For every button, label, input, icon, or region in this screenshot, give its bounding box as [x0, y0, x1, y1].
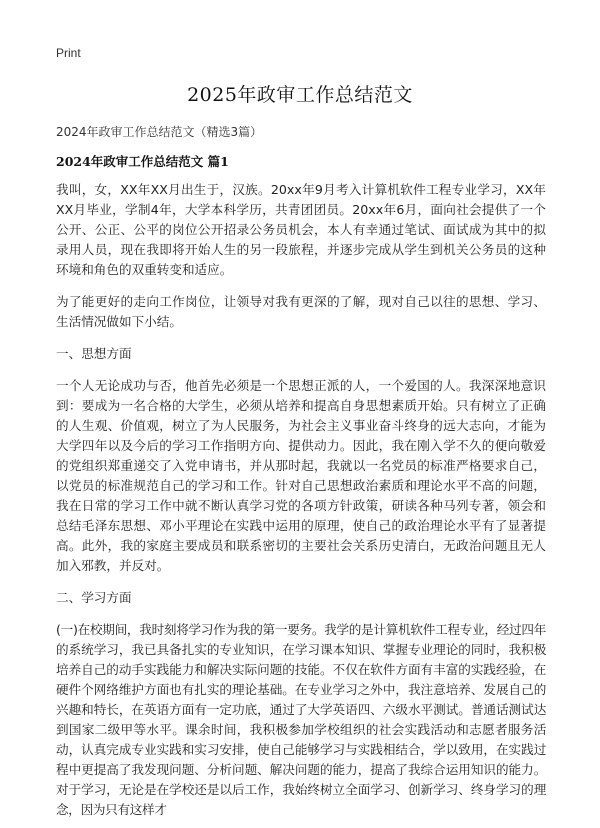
section-heading: 2024年政审工作总结范文 篇1 [56, 154, 229, 169]
paragraph-thought: 一个人无论成功与否，他首先必须是一个思想正派的人，一个爱国的人。我深深地意识到：要成为一名合格的大学生，必须从培养和提高自身思想素质开始。只有树立了正确的人生观、价值观，树立了为人民服务，为社会主义事业奋斗终身的远大志向，才能为大学四年以及今后的学习工作指明方向、提供动力。因此，我在刚入学不久的便向敬爱的党组织郑重递交了入党申请书，并从那时起，我就以一名党员的标准严格要求自己，以党员的标准规范自己的学习和工作。针对自己思想政治素质和理论水平不高的问题，我在日常的学习工作中就不断认真学习党的各项方针政策，研读各种马列专著，领会和总结毛泽东思想、邓小平理论在实践中运用的原理，使自己的政治理论水平有了显著提高。此外，我的家庭主要成员和联系密切的主要社会关系历史清白，无政治问题且无人加入邪教，并反对。 [56, 378, 546, 573]
print-link[interactable]: Print [56, 46, 81, 60]
document-title: 2025年政审工作总结范文 [187, 84, 413, 106]
document-body [56, 180, 546, 820]
heading-study: 二、学习方面 [56, 590, 132, 605]
paragraph-study: (一)在校期间，我时刻将学习作为我的第一要务。我学的是计算机软件工程专业，经过四年的系统学习，我已具备扎实的专业知识，在学习课本知识、掌握专业理论的同时，我积极培养自己的动手实践能力和解决实际问题的技能。不仅在软件方面有丰富的实践经验，在硬件个网络维护方面也有扎实的理论基础。在专业学习之外中，我注意培养、发展自己的兴趣和特长，在英语方面有一定功底，通过了大学英语四、六级水平测试。普通话测试达到国家二级甲等水平。课余时间，我积极参加学校组织的社会实践活动和志愿者服务活动，认真完成专业实践和实习安排，使自己能够学习与实践相结合，学以致用，在实践过程中更提高了我发现问题、分析问题、解决问题的能力，提高了我综合运用知识的能力。对于学习，无论是在学校还是以后工作，我始终树立全面学习、创新学习、终身学习的理念，因为只有这样才 [56, 622, 546, 817]
paragraph-summary-purpose: 为了能更好的走向工作岗位，让领导对我有更深的了解，现对自己以往的思想、学习、生活情况做如下小结。 [56, 294, 546, 329]
paragraph-intro: 我叫，女，XX年XX月出生于，汉族。20xx年9月考入计算机软件工程专业学习，XX年XX月毕业，学制4年，大学本科学历，共青团团员。20xx年6月，面向社会提供了一个公开、公正、公平的岗位公开招录公务员机会，本人有幸通过笔试、面试成为其中的拟录用人员，现在我即将开始人生的另一段旅程，并逐步完成从学生到机关公务员的这种环境和角色的双重转变和适应。 [56, 182, 546, 277]
heading-thought: 一、思想方面 [56, 346, 132, 361]
document-subtitle: 2024年政审工作总结范文（精选3篇） [56, 125, 263, 139]
